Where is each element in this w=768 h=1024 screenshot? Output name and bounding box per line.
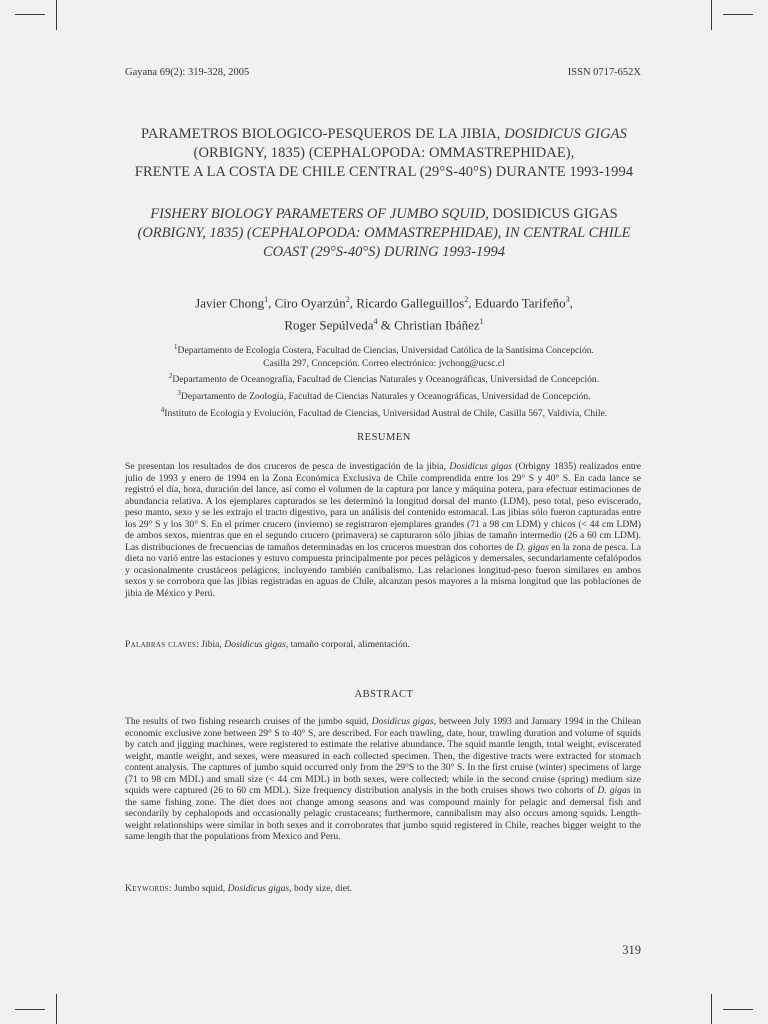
author-affil-mark: 4: [373, 317, 378, 327]
author-name: Javier Chong: [195, 295, 265, 311]
resumen-heading: RESUMEN: [357, 432, 411, 443]
keywords: Keywords: Jumbo squid, Dosidicus gigas, body size, diet.: [125, 883, 353, 894]
author-name: Ricardo Galleguillos: [356, 295, 465, 311]
author-affil-mark: 1: [264, 295, 269, 304]
species-name: DOSIDICUS GIGAS: [504, 126, 627, 142]
author-line: Javier Chong$^1$, Ciro Oyarzún$^2$, Ricardo Galleguillos$^2$, Eduardo Tarifeño$^3$,: [195, 295, 573, 311]
palabras-claves: Palabras claves: Jibia, Dosidicus gigas, tamaño corporal, alimentación.: [125, 639, 410, 650]
title-english: FISHERY BIOLOGY PARAMETERS OF JUMBO SQUID, DOSIDICUS GIGAS (ORBIGNY, 1835) (CEPHALOPODA: OMMASTREPHIDAE), IN CENTRAL CHILE COAST (29°S-40°S) DURING 1993-1994: [137, 206, 631, 260]
author-affil-mark: 2: [464, 295, 469, 304]
resumen-text: Se presentan los resultados de dos cruceros de pesca de investigación de la jibia, Dosidicus gigas (Orbigny 1835) realizados entre julio de 1993 y enero de 1994 en la Zona Económica Exclusiva de Chile comprendida entre los 29° S y 40° S. En cada lance se registró el día, hora, duración del lance, así como el volumen de la captura por lance y máquina potera, para efectuar estimaciones de abundancia relativa. A los ejemplares capturados se les determinó la longitud dorsal del manto (LDM), peso total, peso eviscerado, peso manto, sexo y se les extrajo el tracto digestivo, para un análisis del contenido estomacal. Las jibias sólo fueron capturadas entre los 29° S y los 30° S. En el primer crucero (invierno) se registraron ejemplares grandes (71 a 98 cm LDM) y chicos (< 44 cm LDM) de ambos sexos, mientras que en el segundo crucero (primavera) se capturaron sólo jibias de tamaño intermedio (26 a 60 cm LDM). Las distribuciones de frecuencias de tamaños determinadas en los cruceros muestran dos cohortes de D. gigas en la zona de pesca. La dieta no varió entre las estaciones y estuvo compuesta principalmente por peces pelágicos y demersales, secundariamente cefalópodos y ocasionalmente crustáceos pelágicos, incluyendo también canibalismo. Las relaciones longitud-peso fueron similares en ambos sexos y se corrobora que las jibias registradas en aguas de Chile, alcanzan pesos mayores a la misma longitud que las poblaciones de jibia de México y Perú.: [125, 461, 641, 600]
affiliation-line: $^2$Departamento de Oceanografía, Facultad de Ciencias Naturales y Oceanográficas, Universidad de Concepción.: [168, 372, 600, 386]
author-name: Eduardo Tarifeño: [474, 295, 566, 311]
author-name: Ciro Oyarzún: [274, 295, 346, 311]
author-affil-mark: 3: [565, 295, 570, 304]
author-affil-mark: 2: [345, 295, 350, 304]
author-name: Christian Ibáñez: [394, 317, 480, 333]
affiliation-line: $^3$Departamento de Zoología, Facultad de Ciencias Naturales y Oceanográficas, Universidad de Concepción.: [177, 389, 591, 403]
issn: ISSN 0717-652X: [567, 67, 641, 78]
crop-mark: [723, 14, 753, 15]
journal-citation: Gayana 69(2): 319-328, 2005: [125, 67, 250, 78]
crop-mark: [56, 994, 57, 1024]
crop-mark: [711, 994, 712, 1024]
crop-mark: [15, 14, 45, 15]
author-affil-mark: 1: [479, 317, 484, 327]
species-name: DOSIDICUS GIGAS: [492, 206, 618, 222]
affiliation-line: Casilla 297, Concepción. Correo electrónico: jvchong@ucsc.cl: [263, 357, 505, 369]
affiliation-line: $^4$Instituto de Ecología y Evolución, Facultad de Ciencias, Universidad Austral de Chile, Casilla 567, Valdivia, Chile.: [160, 405, 608, 420]
author-list: [100, 290, 668, 335]
crop-mark: [723, 1009, 753, 1010]
author-line: Roger Sepúlveda$^4$ & Christian Ibáñez$^1$: [284, 317, 484, 333]
page-number: 319: [622, 943, 641, 957]
running-header: [125, 67, 641, 78]
abstract-text: The results of two fishing research cruises of the jumbo squid, Dosidicus gigas, between July 1993 and January 1994 in the Chilean economic exclusive zone between 29° S to 40° S, are described. For each trawling, date, hour, trawling duration and volume of squids by catch and jigging machines, were registered to estimate the relative abundance. The squid mantle length, total weight, eviscerated weight, mantle weight, and sexes, were measured in each collected specimen. Then, the digestive tracts were extracted for stomach content analysis. The captures of jumbo squid occurred only from the 29°S to the 30° S. In the first cruise (winter) specimens of large (71 to 98 cm MDL) and small size (< 44 cm MDL) in both sexes, were collected; while in the second cruise (spring) medium size squids were captured (26 to 60 cm MDL). Size frequency distribution analysis in the both cruises shows two cohorts of D. gigas in the same fishing zone. The diet does not change among seasons and was compound mainly for pelagic and demersal fish and secondarily by cephalopods and occasionally pelagic crustaceans; furthermore, cannibalism may also occurs among squids. Length-weight relationships were similar in both sexes and it corroborates that jumbo squid registered in Chile, reaches bigger weight to the same length that the populations from Mexico and Peru.: [125, 716, 641, 843]
crop-mark: [56, 0, 57, 30]
crop-mark: [15, 1009, 45, 1010]
author-name: Roger Sepúlveda: [284, 317, 374, 333]
crop-mark: [711, 0, 712, 30]
title-spanish: PARAMETROS BIOLOGICO-PESQUEROS DE LA JIBIA, DOSIDICUS GIGAS (ORBIGNY, 1835) (CEPHALOPODA: OMMASTREPHIDAE), FRENTE A LA COSTA DE CHILE CENTRAL (29°S-40°S) DURANTE 1993-1994: [134, 126, 634, 180]
affiliation-line: $^1$Departamento de Ecología Costera, Facultad de Ciencias, Universidad Católica de la Santísima Concepción.: [174, 343, 594, 357]
abstract-heading: ABSTRACT: [354, 689, 414, 700]
affiliations: [110, 341, 658, 421]
